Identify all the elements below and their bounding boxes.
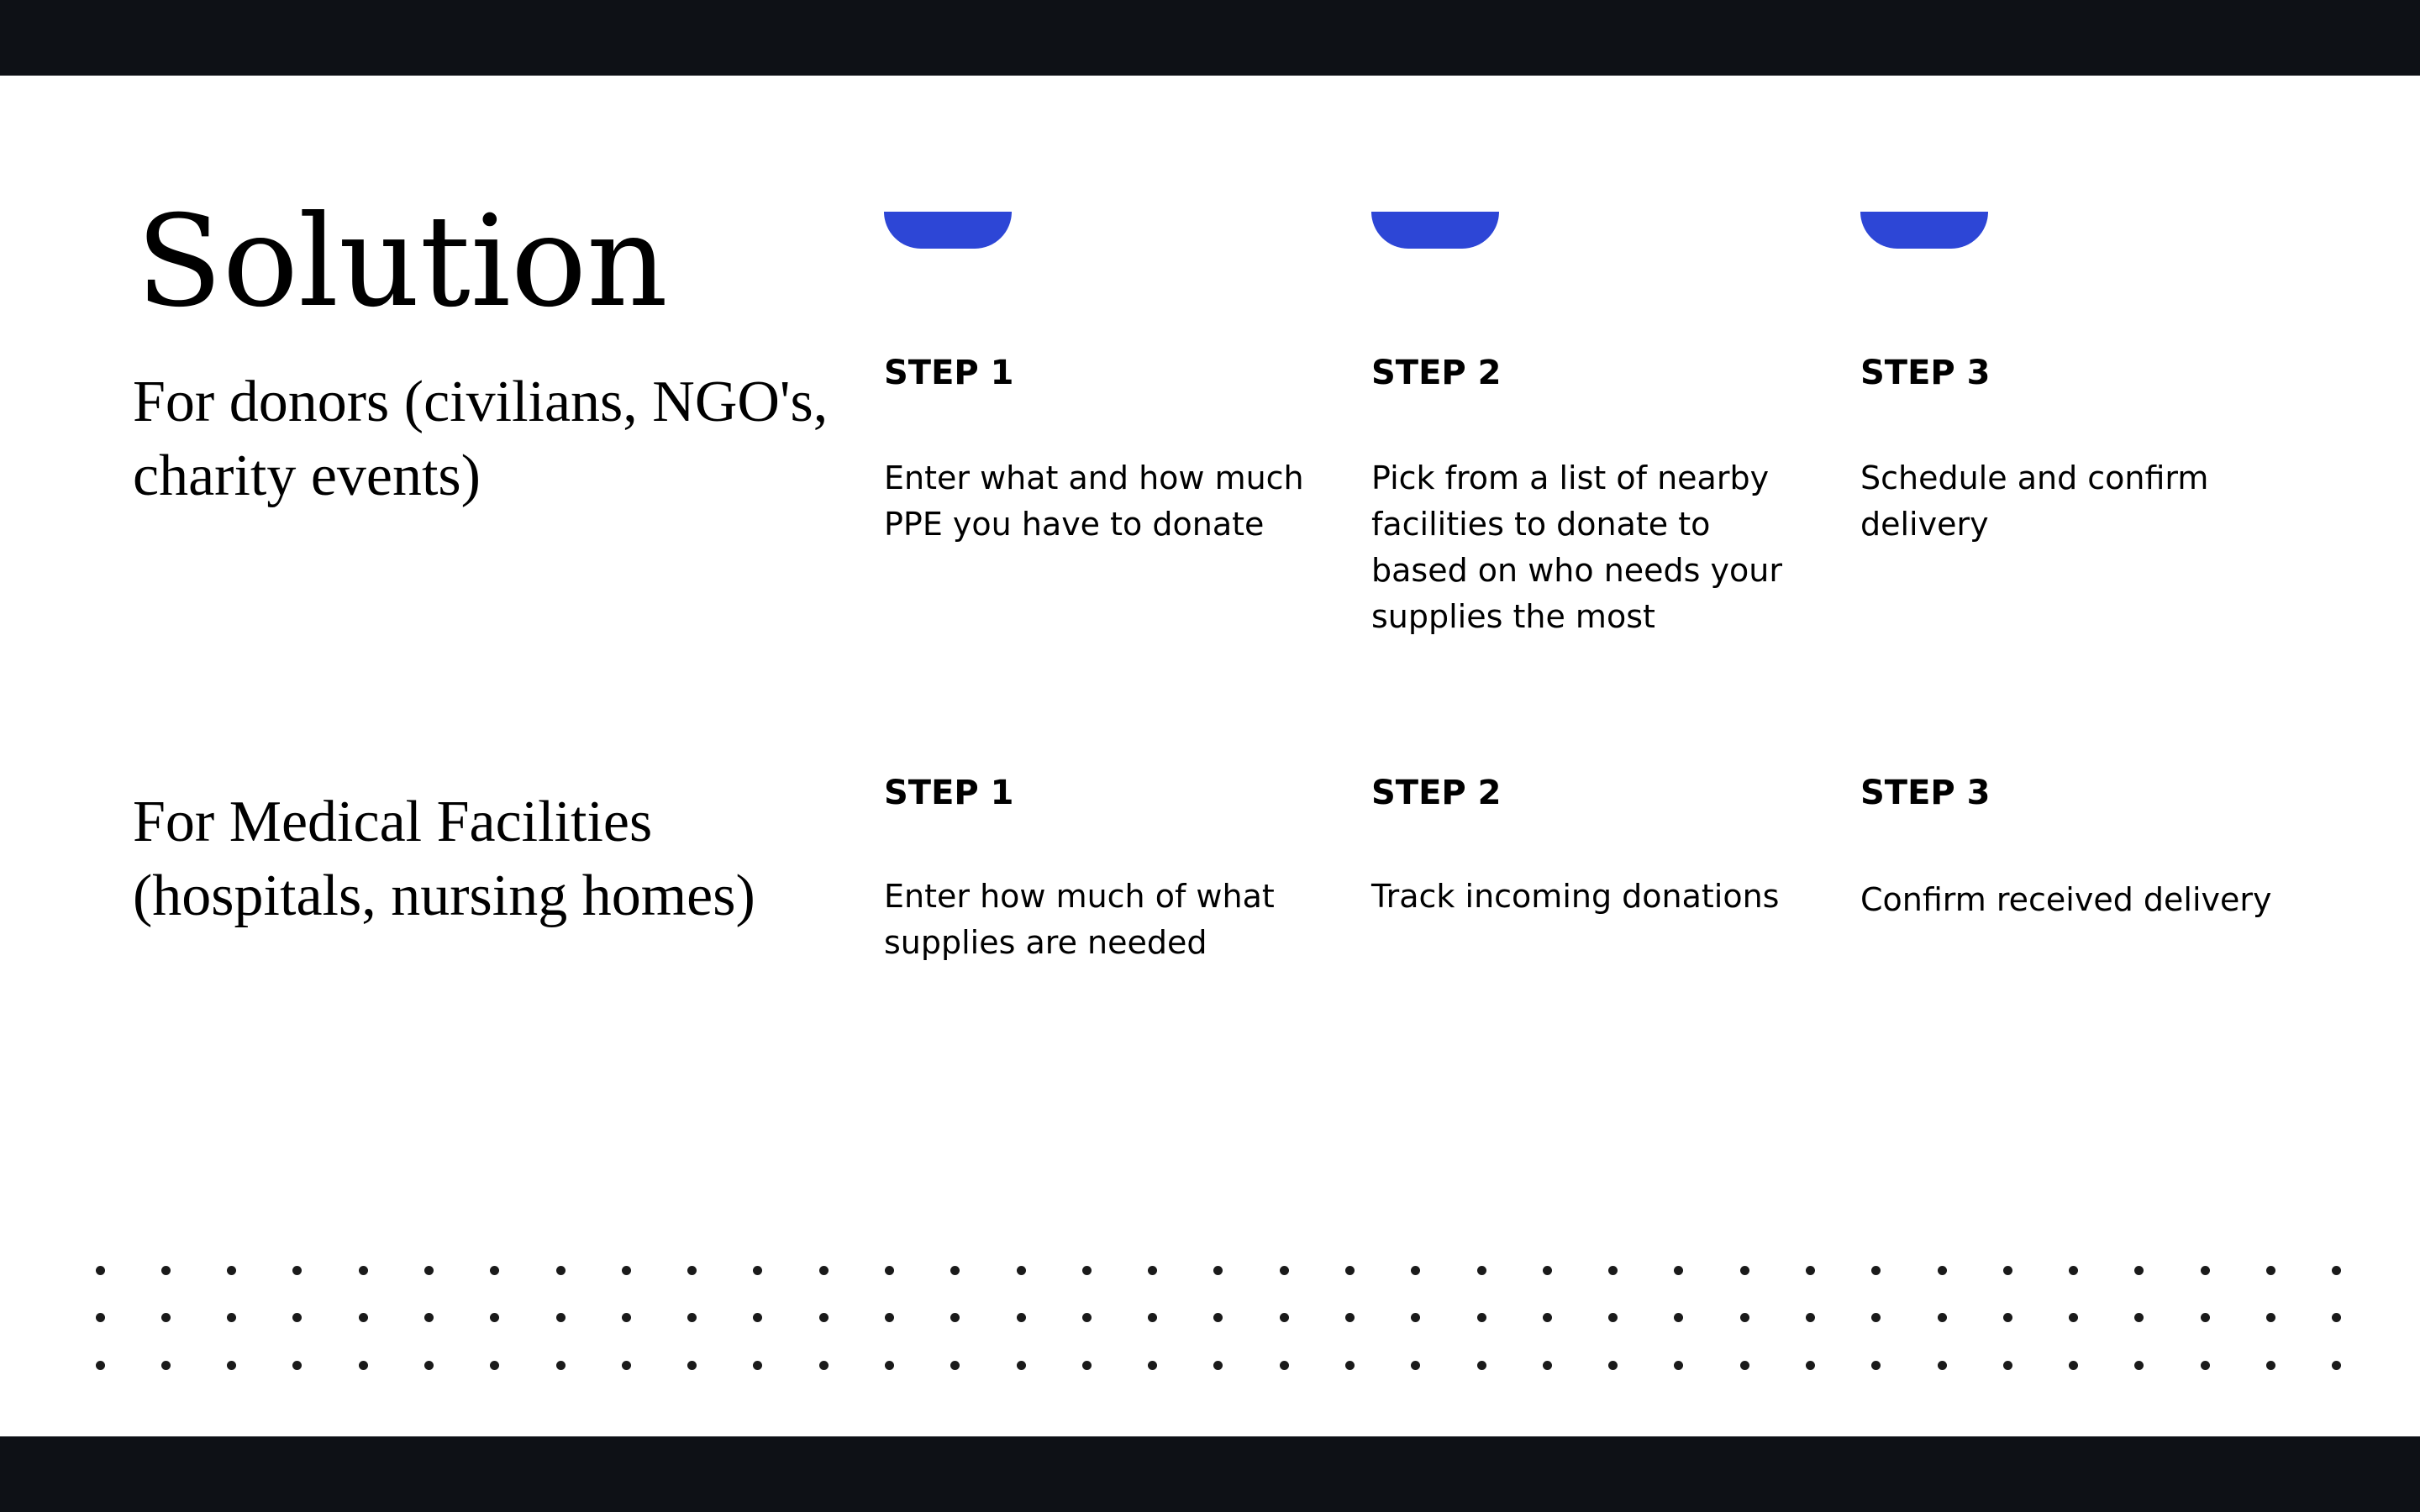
donor-step-2-text: Pick from a list of nearby facilities to donate to based on who needs your supplies the most xyxy=(1371,459,1782,635)
step-1-semicircle-icon xyxy=(884,212,1012,249)
dot-icon xyxy=(556,1361,566,1370)
dot-icon xyxy=(753,1266,762,1275)
dot-icon xyxy=(292,1313,302,1322)
dot-icon xyxy=(1608,1361,1618,1370)
dot-icon xyxy=(1608,1266,1618,1275)
dot-icon xyxy=(2134,1361,2144,1370)
dot-icon xyxy=(1280,1361,1289,1370)
dot-icon xyxy=(1017,1266,1026,1275)
dot-icon xyxy=(1082,1266,1092,1275)
dot-icon xyxy=(1674,1361,1683,1370)
dot-icon xyxy=(2201,1266,2210,1275)
dot-icon xyxy=(1345,1313,1355,1322)
donor-step-3-label: STEP 3 xyxy=(1860,354,1991,392)
dot-icon xyxy=(490,1266,499,1275)
dot-icon xyxy=(2332,1313,2341,1322)
dot-grid-pattern xyxy=(67,1247,2370,1389)
dot-icon xyxy=(1806,1361,1815,1370)
dot-icon xyxy=(161,1361,171,1370)
step-2-semicircle-icon xyxy=(1371,212,1499,249)
dot-icon xyxy=(424,1313,434,1322)
dot-icon xyxy=(1938,1361,1947,1370)
dot-icon xyxy=(96,1361,105,1370)
donors-heading: For donors (civilians, NGO's, charity events) xyxy=(133,370,829,508)
dot-icon xyxy=(2134,1266,2144,1275)
donor-step-1-label: STEP 1 xyxy=(884,354,1014,392)
dot-icon xyxy=(1477,1361,1486,1370)
facility-step-1-label: STEP 1 xyxy=(884,774,1014,812)
dot-icon xyxy=(819,1361,829,1370)
dot-icon xyxy=(490,1361,499,1370)
dot-icon xyxy=(1280,1313,1289,1322)
dot-icon xyxy=(1345,1361,1355,1370)
donor-step-2-label: STEP 2 xyxy=(1371,354,1502,392)
facility-step-3-label: STEP 3 xyxy=(1860,774,1991,812)
dot-icon xyxy=(1477,1313,1486,1322)
dot-icon xyxy=(1543,1313,1552,1322)
dot-icon xyxy=(1674,1313,1683,1322)
dot-icon xyxy=(622,1361,631,1370)
dot-icon xyxy=(2003,1361,2012,1370)
dot-icon xyxy=(1082,1313,1092,1322)
dot-icon xyxy=(424,1361,434,1370)
dot-icon xyxy=(227,1266,236,1275)
facility-step-1-text: Enter how much of what supplies are needed xyxy=(884,878,1275,961)
dot-icon xyxy=(1213,1313,1223,1322)
dot-icon xyxy=(227,1361,236,1370)
dot-icon xyxy=(950,1361,960,1370)
dot-icon xyxy=(2332,1361,2341,1370)
facilities-heading: For Medical Facilities (hospitals, nursing homes) xyxy=(133,790,755,928)
dot-icon xyxy=(1082,1361,1092,1370)
dot-icon xyxy=(1740,1361,1749,1370)
dot-icon xyxy=(885,1361,894,1370)
dot-icon xyxy=(2069,1313,2078,1322)
dot-icon xyxy=(950,1266,960,1275)
dot-icon xyxy=(819,1313,829,1322)
dot-icon xyxy=(1740,1313,1749,1322)
dot-icon xyxy=(1213,1361,1223,1370)
dot-icon xyxy=(556,1266,566,1275)
dot-icon xyxy=(227,1313,236,1322)
dot-icon xyxy=(1411,1313,1420,1322)
dot-icon xyxy=(1806,1266,1815,1275)
dot-icon xyxy=(292,1361,302,1370)
dot-icon xyxy=(1148,1361,1157,1370)
dot-icon xyxy=(1608,1313,1618,1322)
facility-step-3-text: Confirm received delivery xyxy=(1860,881,2272,918)
dot-icon xyxy=(2332,1266,2341,1275)
top-frame-bar xyxy=(0,0,2420,76)
dot-icon xyxy=(1871,1313,1881,1322)
dot-icon xyxy=(96,1266,105,1275)
dot-icon xyxy=(687,1313,697,1322)
dot-icon xyxy=(1017,1313,1026,1322)
dot-icon xyxy=(753,1361,762,1370)
dot-icon xyxy=(1938,1266,1947,1275)
dot-icon xyxy=(1411,1361,1420,1370)
dot-icon xyxy=(359,1313,368,1322)
dot-icon xyxy=(1477,1266,1486,1275)
dot-icon xyxy=(2266,1361,2275,1370)
dot-icon xyxy=(1871,1266,1881,1275)
facility-step-2-label: STEP 2 xyxy=(1371,774,1502,812)
donor-step-1-text: Enter what and how much PPE you have to donate xyxy=(884,459,1304,543)
donor-step-3-text: Schedule and confirm delivery xyxy=(1860,459,2209,543)
step-3-semicircle-icon xyxy=(1860,212,1988,249)
dot-icon xyxy=(2266,1266,2275,1275)
dot-icon xyxy=(1740,1266,1749,1275)
dot-icon xyxy=(622,1266,631,1275)
dot-icon xyxy=(490,1313,499,1322)
slide-title: Solution xyxy=(136,189,668,335)
dot-icon xyxy=(1806,1313,1815,1322)
dot-icon xyxy=(622,1313,631,1322)
facility-step-2-text: Track incoming donations xyxy=(1371,878,1780,915)
dot-icon xyxy=(2201,1313,2210,1322)
dot-icon xyxy=(2134,1313,2144,1322)
bottom-frame-bar xyxy=(0,1436,2420,1512)
dot-icon xyxy=(161,1313,171,1322)
dot-icon xyxy=(1411,1266,1420,1275)
dot-icon xyxy=(885,1266,894,1275)
dot-icon xyxy=(2003,1313,2012,1322)
dot-icon xyxy=(2069,1361,2078,1370)
dot-icon xyxy=(753,1313,762,1322)
dot-icon xyxy=(2266,1313,2275,1322)
dot-icon xyxy=(556,1313,566,1322)
dot-icon xyxy=(96,1313,105,1322)
dot-icon xyxy=(687,1266,697,1275)
dot-icon xyxy=(819,1266,829,1275)
dot-icon xyxy=(1871,1361,1881,1370)
dot-icon xyxy=(424,1266,434,1275)
dot-icon xyxy=(1938,1313,1947,1322)
dot-icon xyxy=(687,1361,697,1370)
dot-icon xyxy=(1345,1266,1355,1275)
dot-icon xyxy=(1148,1266,1157,1275)
dot-icon xyxy=(1213,1266,1223,1275)
dot-icon xyxy=(1543,1266,1552,1275)
dot-icon xyxy=(1674,1266,1683,1275)
dot-icon xyxy=(2003,1266,2012,1275)
dot-icon xyxy=(1280,1266,1289,1275)
dot-icon xyxy=(950,1313,960,1322)
dot-icon xyxy=(885,1313,894,1322)
dot-icon xyxy=(161,1266,171,1275)
dot-icon xyxy=(1543,1361,1552,1370)
dot-icon xyxy=(359,1361,368,1370)
dot-icon xyxy=(1017,1361,1026,1370)
dot-icon xyxy=(292,1266,302,1275)
dot-icon xyxy=(1148,1313,1157,1322)
dot-icon xyxy=(2069,1266,2078,1275)
dot-icon xyxy=(2201,1361,2210,1370)
dot-icon xyxy=(359,1266,368,1275)
